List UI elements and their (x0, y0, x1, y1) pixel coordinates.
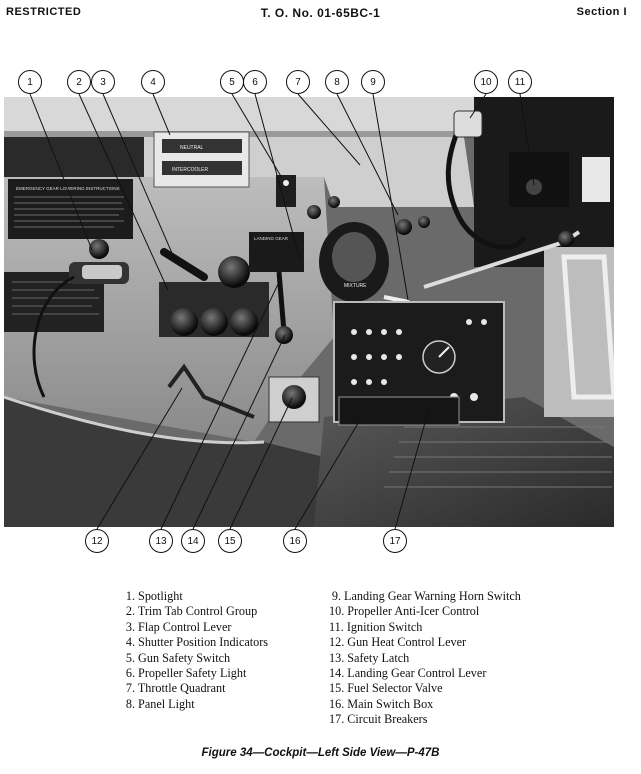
legend-item: 1. Spotlight (125, 589, 183, 603)
callout-12: 12 (85, 529, 109, 553)
legend-item: 16. Main Switch Box (329, 696, 434, 711)
legend-left-column (123, 589, 268, 712)
callout-5: 5 (220, 70, 244, 94)
figure-caption: Figure 34—Cockpit—Left Side View—P-47B (201, 747, 440, 759)
legend-item: 12. Gun Heat Control Lever (329, 635, 467, 650)
callout-7: 7 (286, 70, 310, 94)
callout-2: 2 (67, 70, 91, 94)
callout-13: 13 (149, 529, 173, 553)
header-restricted: RESTRICTED (6, 6, 82, 18)
placard-title: EMERGENCY GEAR LOWERING INSTRUCTIONS (16, 186, 120, 191)
callout-6: 6 (243, 70, 267, 94)
legend-right-column (329, 589, 523, 728)
callout-15: 15 (218, 529, 242, 553)
shutter-label-1: NEUTRAL (180, 145, 204, 151)
legend-item: 15. Fuel Selector Valve (329, 681, 443, 696)
mixture-label: MIXTURE (344, 283, 367, 289)
legend-item: 14. Landing Gear Control Lever (329, 666, 487, 681)
callout-17: 17 (383, 529, 407, 553)
callout-10: 10 (474, 70, 498, 94)
callout-11: 11 (508, 70, 532, 94)
legend-item: 17. Circuit Breakers (329, 712, 428, 727)
callout-9: 9 (361, 70, 385, 94)
legend-item: 9. Landing Gear Warning Horn Switch (331, 589, 521, 603)
legend-item: 8. Panel Light (125, 696, 195, 711)
legend-item: 7. Throttle Quadrant (125, 681, 226, 696)
callout-16: 16 (283, 529, 307, 553)
legend-item: 5. Gun Safety Switch (125, 650, 231, 665)
legend-item: 10. Propeller Anti-Icer Control (329, 604, 480, 619)
header-section: Section I (576, 6, 627, 18)
shutter-label-2: INTERCOOLER (172, 167, 209, 173)
callout-8: 8 (325, 70, 349, 94)
landing-gear-label: LANDING GEAR (254, 236, 289, 241)
legend-item: 11. Ignition Switch (329, 619, 423, 634)
legend-item: 6. Propeller Safety Light (125, 666, 247, 681)
callout-4: 4 (141, 70, 165, 94)
callout-3: 3 (91, 70, 115, 94)
legend-item: 13. Safety Latch (329, 650, 410, 665)
callout-14: 14 (181, 529, 205, 553)
header-tech-order: T. O. No. 01-65BC-1 (260, 6, 381, 20)
callout-1: 1 (18, 70, 42, 94)
legend-item: 4. Shutter Position Indicators (125, 635, 269, 650)
legend-item: 2. Trim Tab Control Group (125, 604, 258, 619)
legend-item: 3. Flap Control Lever (125, 619, 232, 634)
